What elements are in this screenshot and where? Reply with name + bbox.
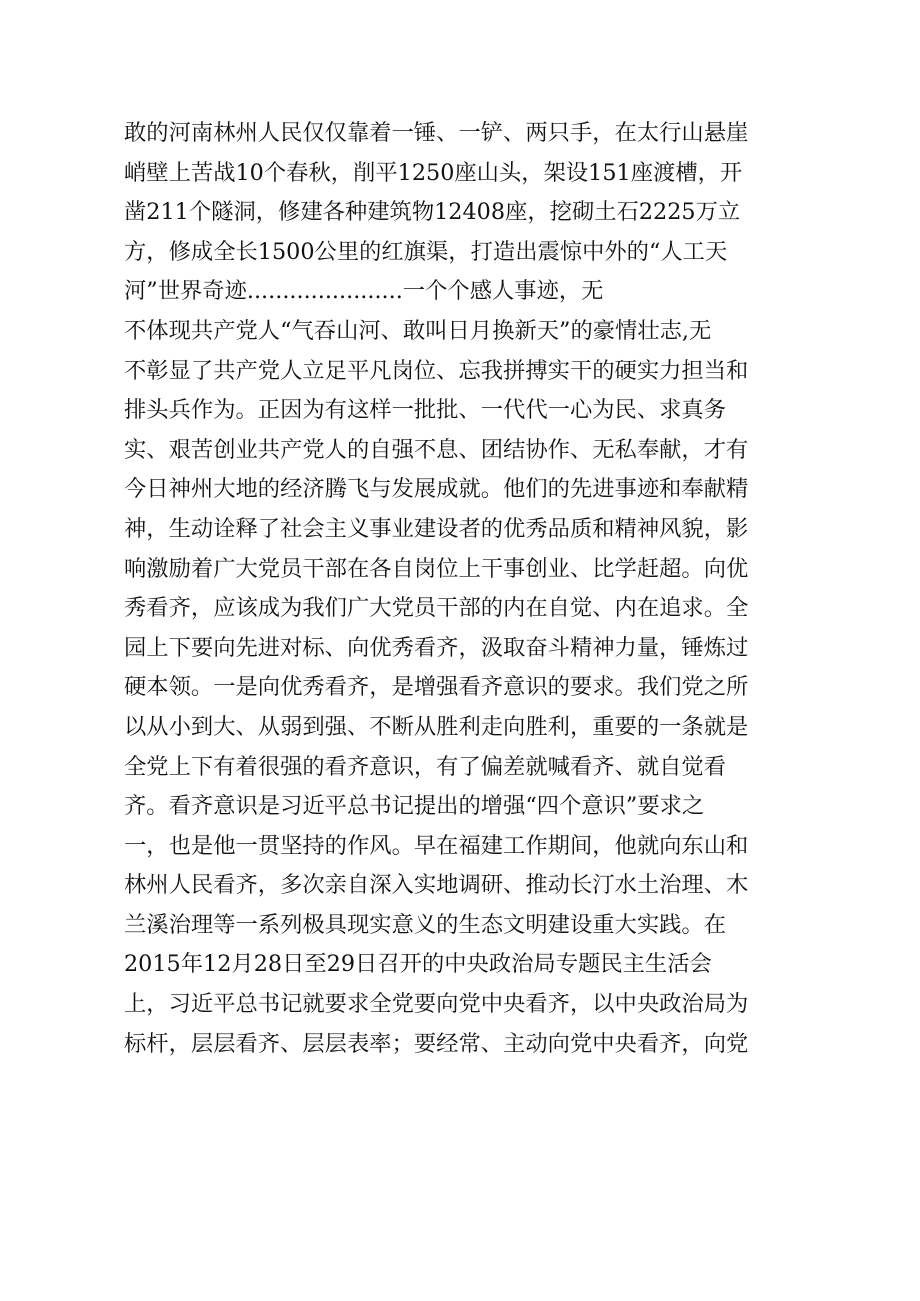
text-line: 方，修成全长1500公里的红旗渠，打造出震惊中外的“人工天 [124, 238, 728, 265]
text-line: 不体现共产党人“气吞山河、敢叫日月换新天”的豪情壮志,无 [124, 317, 712, 344]
text-line: 响激励着广大党员干部在各自岗位上干事创业、比学赶超。向优 [124, 555, 749, 582]
body-text [124, 114, 804, 1064]
text-line: 秀看齐，应该成为我们广大党员干部的内在自觉、内在追求。全 [124, 595, 749, 622]
text-line: 排头兵作为。正因为有这样一批批、一代代一心为民、求真务 [124, 397, 727, 424]
text-line: 峭壁上苦战10个春秋，削平1250座山头，架设151座渡槽，开 [124, 159, 743, 186]
text-line: 敢的河南林州人民仅仅靠着一锤、一铲、两只手，在太行山悬崖 [124, 120, 749, 146]
text-line: 林州人民看齐，多次亲自深入实地调研、推动长汀水土治理、木 [124, 872, 749, 899]
text-line: 一，也是他一贯坚持的作风。早在福建工作期间，他就向东山和 [124, 832, 749, 859]
text-line: 园上下要向先进对标、向优秀看齐，汲取奋斗精神力量，锤炼过 [124, 634, 749, 661]
text-line: 凿211个隧洞，修建各种建筑物12408座，挖砌土石2225万立 [124, 199, 741, 226]
text-line: 全党上下有着很强的看齐意识，有了偏差就喊看齐、就自觉看 [124, 753, 727, 780]
text-line: 实、艰苦创业共产党人的自强不息、团结协作、无私奉献，才有 [124, 436, 749, 463]
text-line: 齐。看齐意识是习近平总书记提出的增强“四个意识”要求之 [124, 793, 705, 820]
text-line: 不彰显了共产党人立足平凡岗位、忘我拼搏实干的硬实力担当和 [124, 357, 749, 384]
text-line: 今日神州大地的经济腾飞与发展成就。他们的先进事迹和奉献精 [124, 476, 749, 503]
text-line: 河”世界奇迹......................一个个感人事迹，无 [124, 278, 604, 305]
text-line: 2015年12月28日至29日召开的中央政治局专题民主生活会 [124, 951, 712, 978]
text-line: 神，生动诠释了社会主义事业建设者的优秀品质和精神风貌，影 [124, 515, 749, 542]
text-line: 上，习近平总书记就要求全党要向党中央看齐，以中央政治局为 [124, 991, 749, 1018]
text-line: 以从小到大、从弱到强、不断从胜利走向胜利，重要的一条就是 [124, 713, 749, 740]
text-line: 标杆，层层看齐、层层表率；要经常、主动向党中央看齐，向党 [124, 1030, 749, 1057]
text-line: 兰溪治理等一系列极具现实意义的生态文明建设重大实践。在 [124, 911, 727, 938]
text-line: 硬本领。一是向优秀看齐，是增强看齐意识的要求。我们党之所 [124, 674, 749, 701]
